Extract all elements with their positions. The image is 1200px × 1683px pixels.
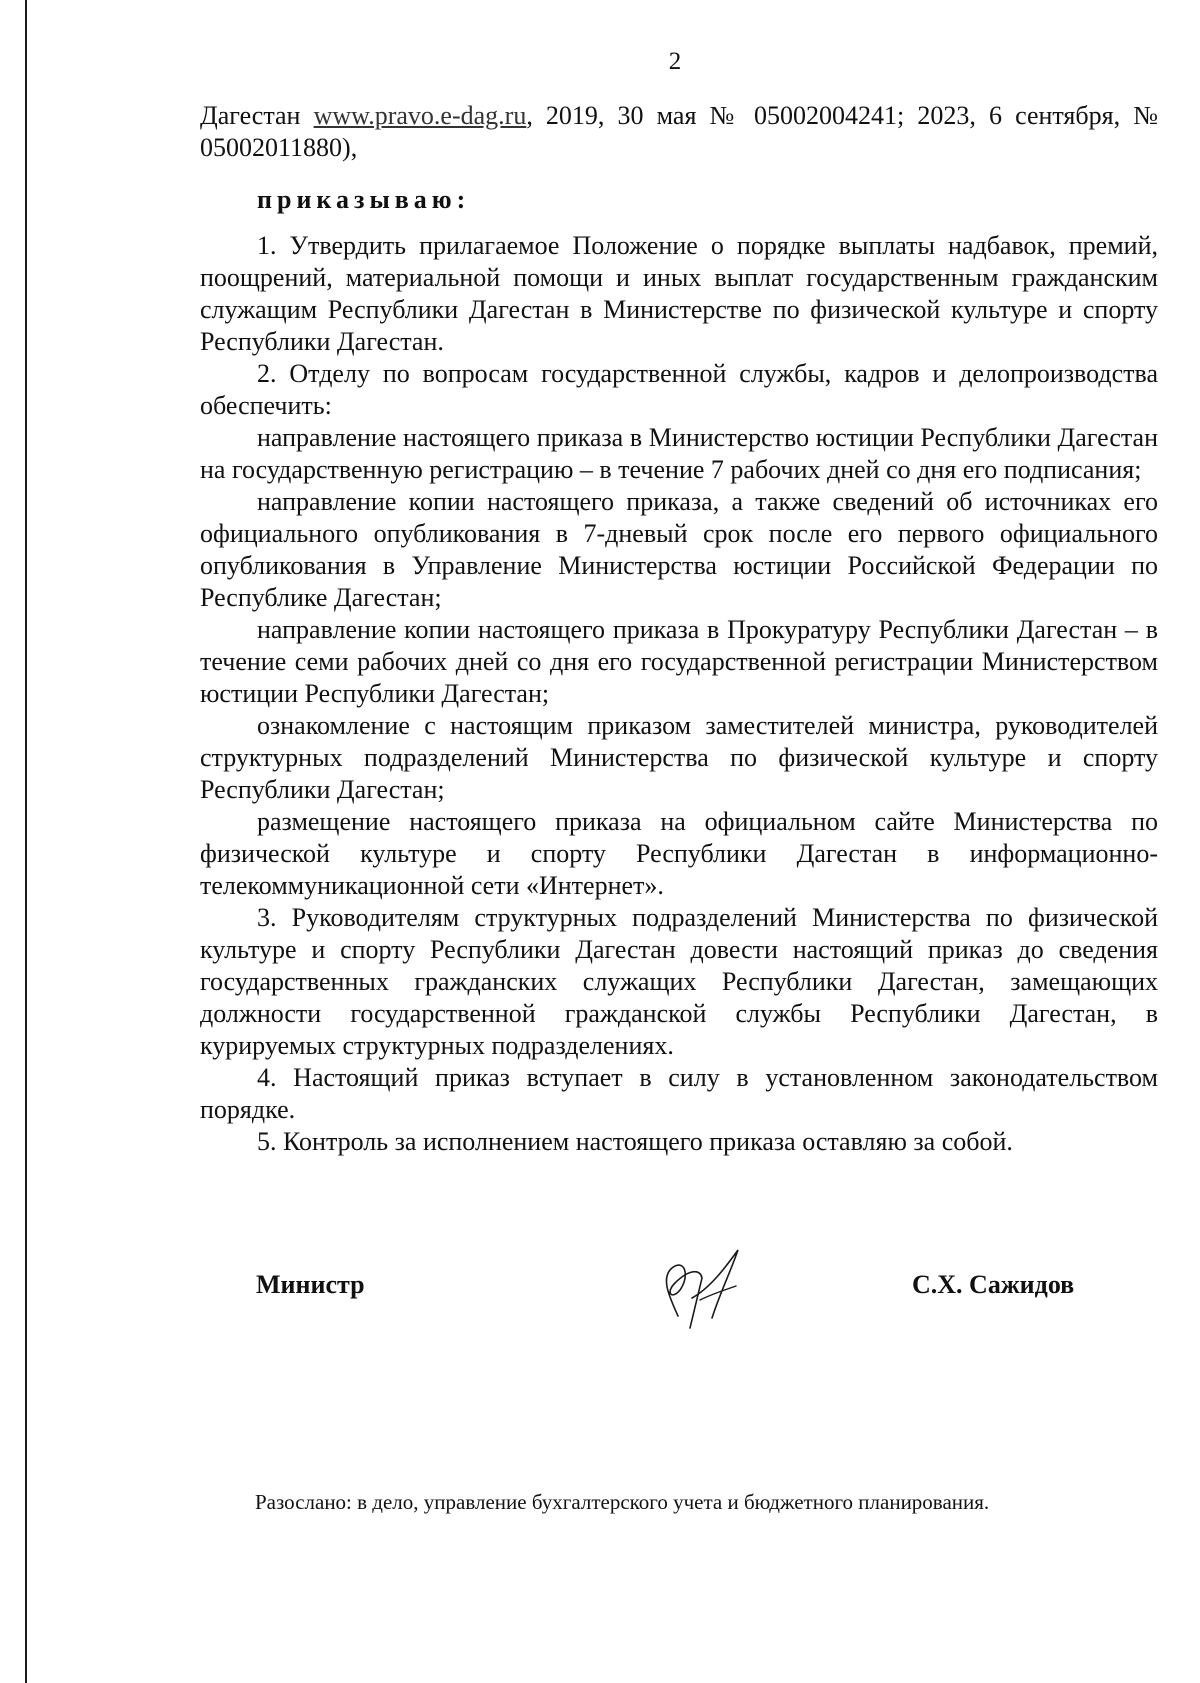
prikazyvayu-heading: приказываю: — [257, 185, 471, 214]
signer-title: Министр — [256, 1270, 365, 1299]
item-2-paragraph: 2. Отделу по вопросам государственной службы, кадров и делопроизводства обеспечить: — [200, 359, 1158, 420]
signature-block — [0, 1238, 1200, 1358]
item-5-paragraph: 5. Контроль за исполнением настоящего приказа оставляю за собой. — [257, 1127, 1013, 1156]
scan-edge-line — [25, 0, 27, 1683]
signer-name: С.Х. Сажидов — [912, 1270, 1075, 1299]
intro-text-end: , 2019, 30 мая № 05002004241; 2023, 6 сентября, № 05002011880), — [200, 101, 1158, 162]
item-2-subparagraph-a: направление настоящего приказа в Министерство юстиции Республики Дагестан на государственную регистрацию – в течение 7 рабочих дней со дня его подписания; — [200, 423, 1158, 484]
intro-text-start: Дагестан — [200, 101, 314, 130]
item-1-paragraph: 1. Утвердить прилагаемое Положение о порядке выплаты надбавок, премий, поощрений, материальной помощи и иных выплат государственным гражданским служащим Республики Дагестан в Министерстве по физической культуре и спорту Республики Дагестан. — [200, 231, 1158, 356]
page-number: 2 — [668, 48, 682, 75]
document-body — [200, 100, 1158, 1158]
intro-paragraph — [200, 100, 1158, 164]
item-2-subparagraph-b: направление копии настоящего приказа, а также сведений об источниках его официального опубликования в 7-дневый срок после его первого официального опубликования в Управление Министерства юстиции Российской Федерации по Республике Дагестан; — [200, 487, 1158, 612]
distribution-note: Разослано: в дело, управление бухгалтерского учета и бюджетного планирования. — [255, 1490, 990, 1514]
item-3-paragraph: 3. Руководителям структурных подразделений Министерства по физической культуре и спорту Республики Дагестан довести настоящий приказ до сведения государственных гражданских служащих Республики Дагестан, замещающих должности государственной гражданской службы Республики Дагестан, в курируемых структурных подразделениях. — [200, 903, 1158, 1060]
item-2-subparagraph-e: размещение настоящего приказа на официальном сайте Министерства по физической культуре и спорту Республики Дагестан в информационно-телекоммуникационной сети «Интернет». — [200, 807, 1158, 900]
pravo-link[interactable]: www.pravo.e-dag.ru — [313, 101, 527, 130]
handwritten-signature — [630, 1238, 780, 1338]
item-2-subparagraph-d: ознакомление с настоящим приказом заместителей министра, руководителей структурных подразделений Министерства по физической культуре и спорту Республики Дагестан; — [200, 711, 1158, 804]
item-2-subparagraph-c: направление копии настоящего приказа в Прокуратуру Республики Дагестан – в течение семи рабочих дней со дня его государственной регистрации Министерством юстиции Республики Дагестан; — [200, 615, 1158, 708]
item-4-paragraph: 4. Настоящий приказ вступает в силу в установленном законодательством порядке. — [200, 1063, 1158, 1124]
